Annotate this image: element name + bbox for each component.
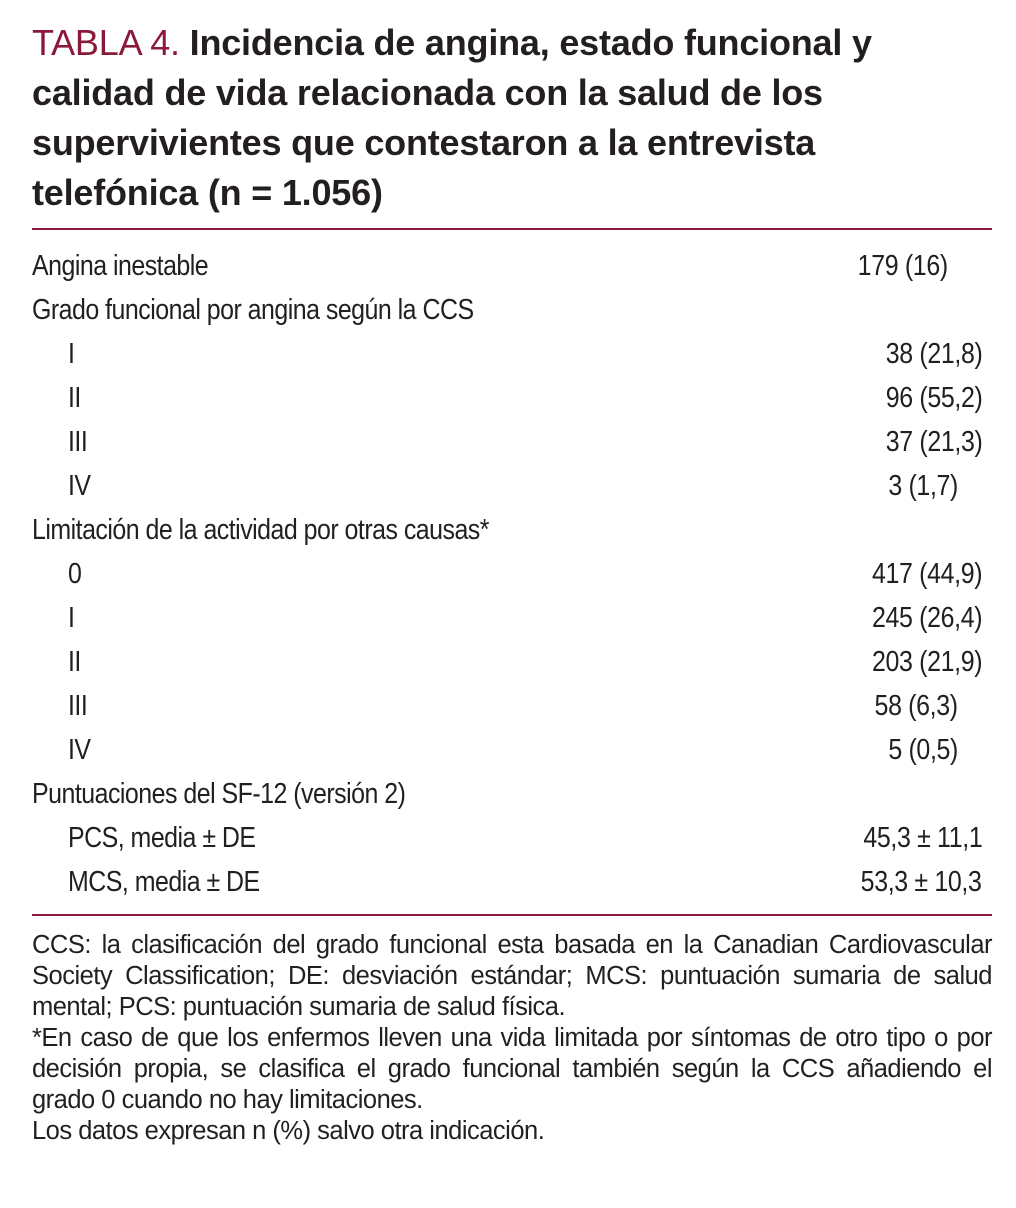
row-label: 0 bbox=[68, 558, 82, 590]
row-label: Puntuaciones del SF-12 (versión 2) bbox=[32, 778, 406, 810]
table-row bbox=[32, 244, 992, 288]
row-label: Angina inestable bbox=[32, 250, 209, 282]
table-body bbox=[32, 230, 992, 914]
table-row bbox=[32, 464, 992, 508]
row-label: Limitación de la actividad por otras causas* bbox=[32, 514, 489, 546]
table-row bbox=[32, 816, 992, 860]
footnote-note: *En caso de que los enfermos lleven una vida limitada por síntomas de otro tipo o por decisión propia, se clasifica el grado funcional también según la CCS añadiendo el grado 0 cuando no hay limitaciones. bbox=[32, 1024, 992, 1114]
table-number-label: TABLA 4. bbox=[32, 22, 180, 63]
row-value: 53,3 ± 10,3 bbox=[861, 866, 982, 898]
abbreviations-note: CCS: la clasificación del grado funcional esta basada en la Canadian Cardiovascular Society Classification; DE: desviación estándar; MCS: puntuación sumaria de salud mental; PCS: puntuación sumaria de salud física. bbox=[32, 931, 992, 1021]
row-label: I bbox=[68, 338, 75, 370]
table-row bbox=[32, 420, 992, 464]
row-value: 179 (16) bbox=[857, 250, 948, 282]
table-row bbox=[32, 288, 992, 332]
row-label: MCS, media ± DE bbox=[68, 866, 260, 898]
row-label: IV bbox=[68, 470, 91, 502]
table-row bbox=[32, 508, 992, 552]
row-value: 245 (26,4) bbox=[871, 602, 982, 634]
table-row bbox=[32, 860, 992, 904]
row-value: 58 (6,3) bbox=[874, 690, 958, 722]
row-value: 37 (21,3) bbox=[885, 426, 982, 458]
table-row bbox=[32, 772, 992, 816]
row-label: PCS, media ± DE bbox=[68, 822, 256, 854]
table-notes bbox=[32, 916, 992, 1147]
row-label: III bbox=[68, 426, 88, 458]
data-expression-note: Los datos expresan n (%) salvo otra indicación. bbox=[32, 1117, 545, 1145]
row-value: 3 (1,7) bbox=[888, 470, 958, 502]
row-value: 96 (55,2) bbox=[885, 382, 982, 414]
table-row bbox=[32, 684, 992, 728]
row-value: 417 (44,9) bbox=[871, 558, 982, 590]
row-value: 5 (0,5) bbox=[888, 734, 958, 766]
row-label: III bbox=[68, 690, 88, 722]
row-value: 45,3 ± 11,1 bbox=[862, 822, 982, 854]
row-value: 203 (21,9) bbox=[871, 646, 982, 678]
row-value: 38 (21,8) bbox=[885, 338, 982, 370]
table-title bbox=[32, 18, 932, 218]
table-title-text: Incidencia de angina, estado funcional y calidad de vida relacionada con la salud de los supervivientes que contestaron a la entrevista telefónica (n = 1.056) bbox=[32, 22, 872, 213]
row-label: IV bbox=[68, 734, 91, 766]
table-figure bbox=[32, 18, 992, 1147]
table-row bbox=[32, 728, 992, 772]
table-row bbox=[32, 552, 992, 596]
row-label: Grado funcional por angina según la CCS bbox=[32, 294, 474, 326]
row-label: II bbox=[68, 646, 81, 678]
row-label: I bbox=[68, 602, 75, 634]
table-row bbox=[32, 332, 992, 376]
table-row bbox=[32, 376, 992, 420]
table-row bbox=[32, 640, 992, 684]
table-row bbox=[32, 596, 992, 640]
row-label: II bbox=[68, 382, 81, 414]
